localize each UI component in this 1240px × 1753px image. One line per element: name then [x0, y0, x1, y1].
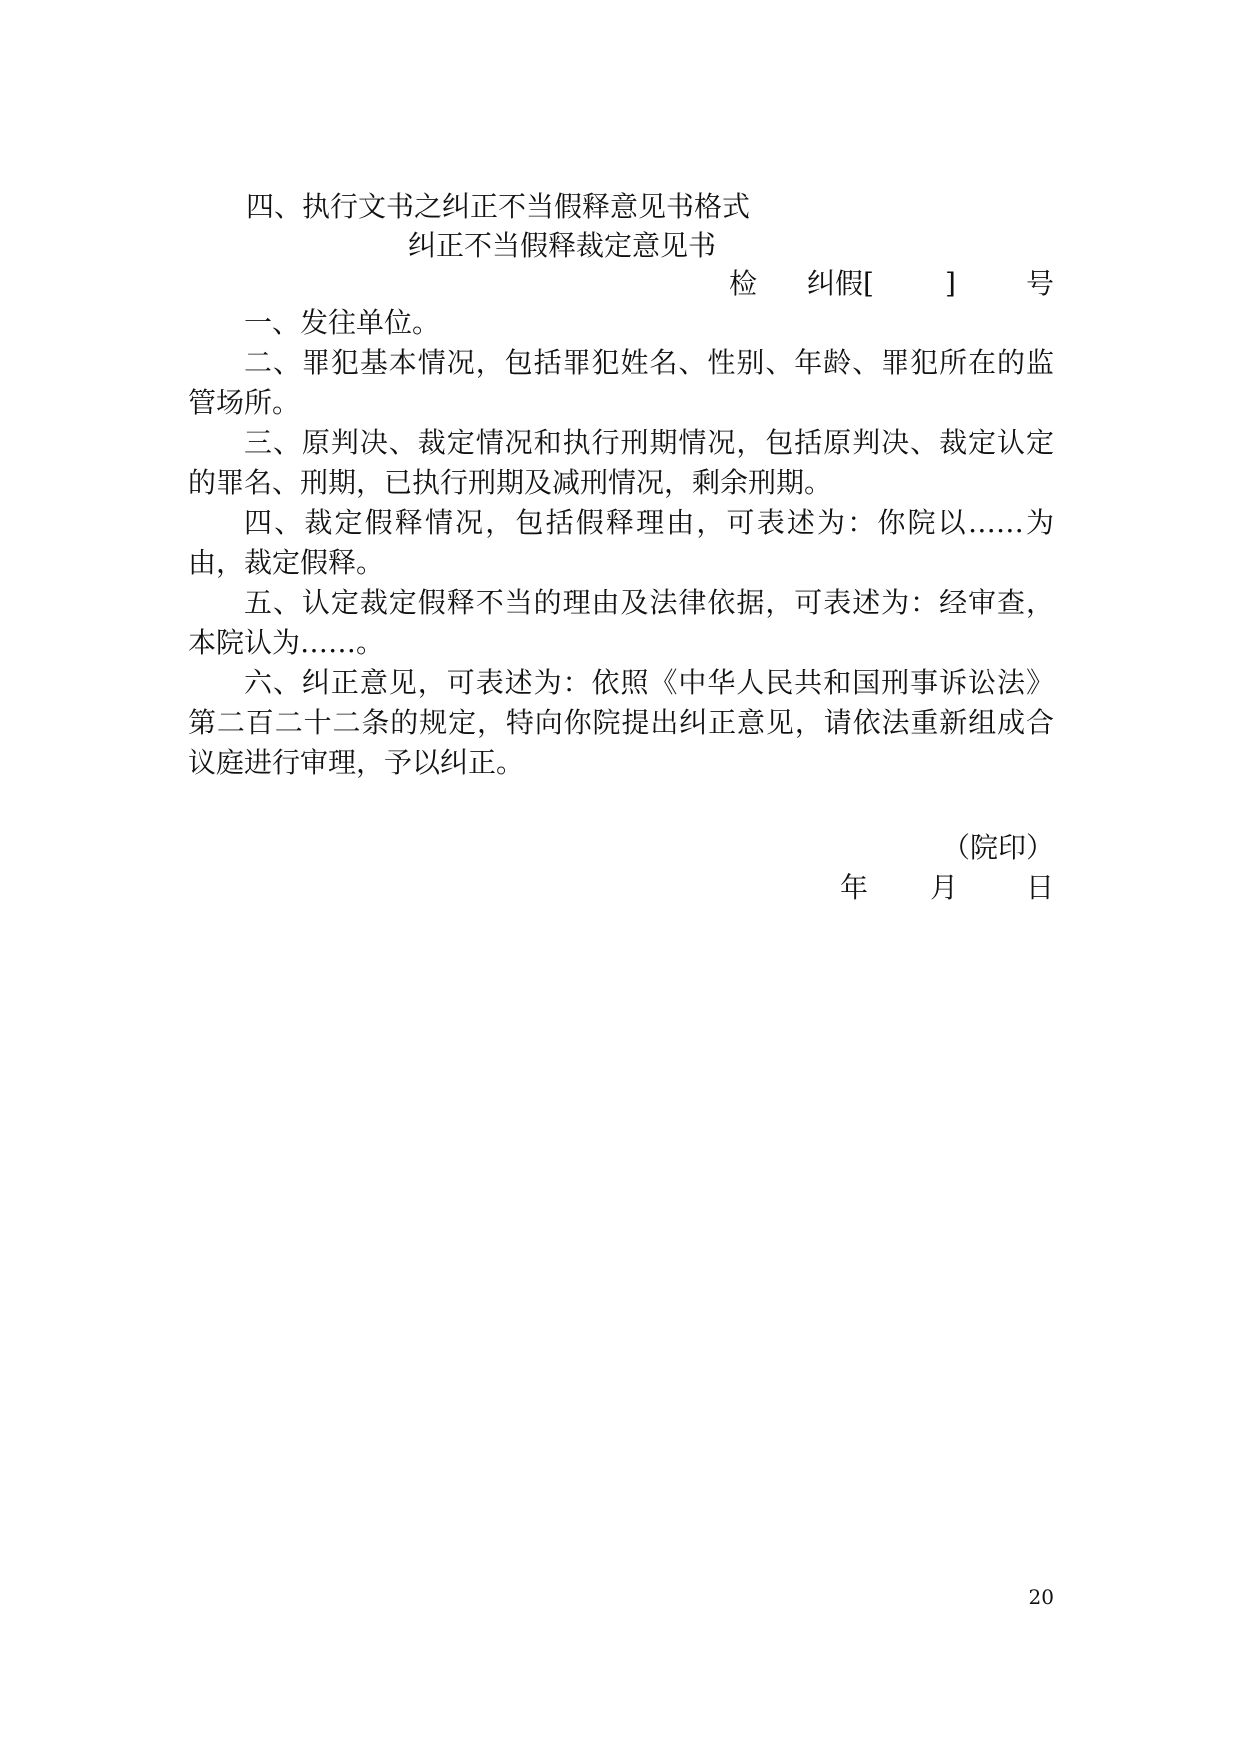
paragraph-parole-ruling: 四、裁定假释情况，包括假释理由，可表述为：你院以……为由，裁定假释。 [188, 506, 1054, 579]
page-number: 20 [1028, 1585, 1054, 1609]
date-year: 年 [840, 871, 869, 904]
section-heading: 四、执行文书之纠正不当假释意见书格式 [246, 190, 751, 223]
doc-number-bracket-open: [ [863, 267, 874, 300]
paragraph-criminal-info: 二、罪犯基本情况，包括罪犯姓名、性别、年龄、罪犯所在的监管场所。 [188, 346, 1054, 419]
doc-number-suffix: 号 [1026, 267, 1055, 300]
doc-number-prefix: 检 [729, 267, 758, 300]
paragraph-correction-opinion: 六、纠正意见，可表述为：依照《中华人民共和国刑事诉讼法》第二百二十二条的规定，特向你院提出纠正意见，请依法重新组成合议庭进行审理，予以纠正。 [188, 666, 1054, 779]
date-month: 月 [930, 871, 959, 904]
document-body [188, 303, 1054, 783]
doc-number-bracket-close: ] [945, 267, 956, 300]
doc-number-code: 纠假 [807, 267, 864, 300]
paragraph-original-judgment: 三、原判决、裁定情况和执行刑期情况，包括原判决、裁定认定的罪名、刑期，已执行刑期及减刑情况，剩余刑期。 [188, 426, 1054, 499]
court-seal: （院印） [941, 831, 1054, 864]
paragraph-recipient: 一、发往单位。 [244, 306, 441, 339]
document-title: 纠正不当假释裁定意见书 [408, 229, 717, 262]
date-day: 日 [1026, 871, 1055, 904]
paragraph-improper-reason: 五、认定裁定假释不当的理由及法律依据，可表述为：经审查，本院认为……。 [188, 586, 1054, 659]
